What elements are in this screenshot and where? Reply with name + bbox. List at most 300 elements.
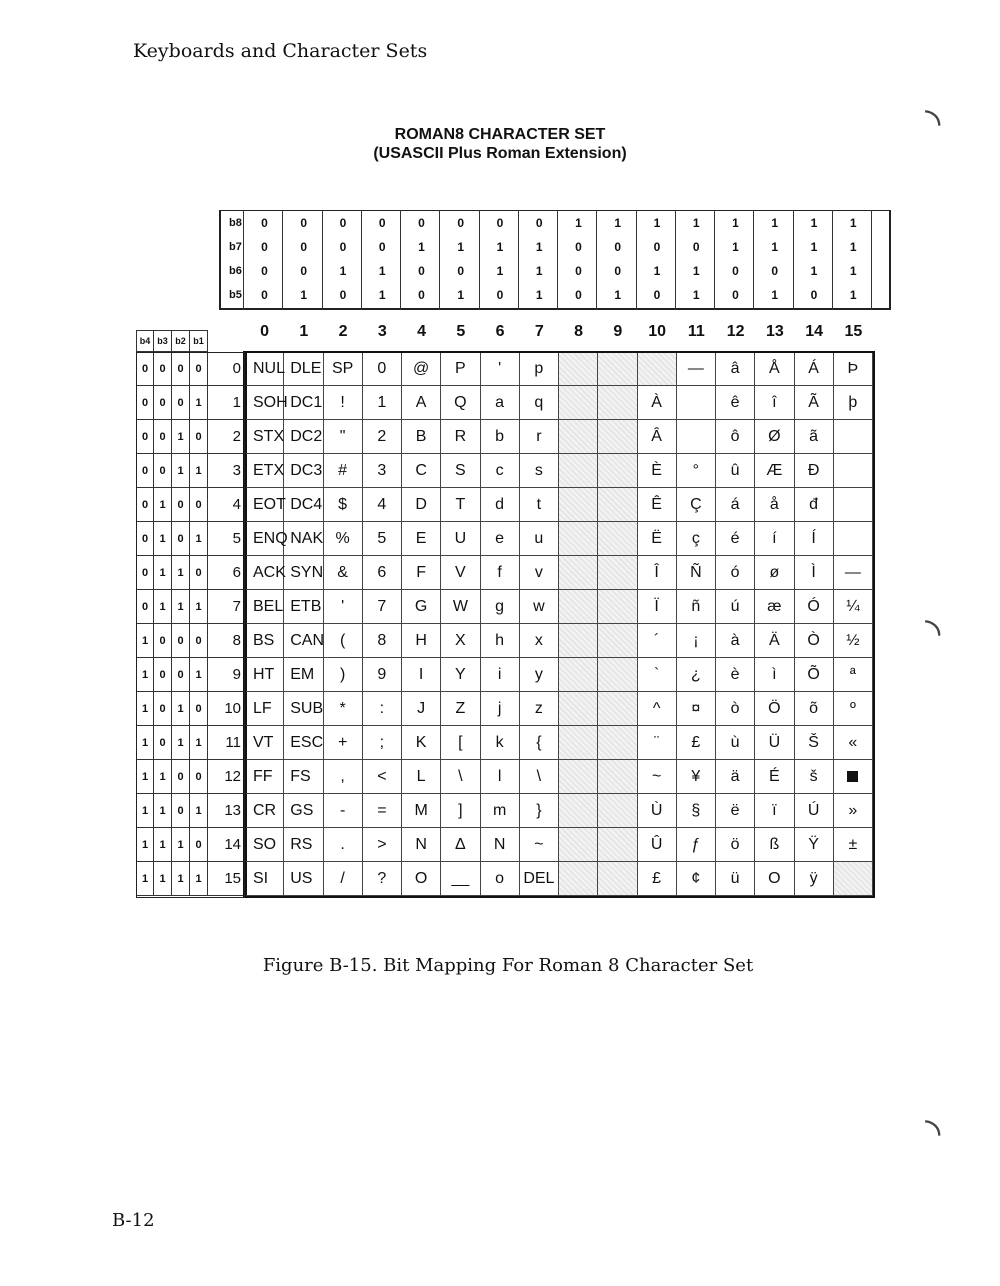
row-bit-value: 1: [172, 862, 190, 896]
row-bit-value: 1: [190, 794, 208, 828]
char-cell: ì: [755, 658, 794, 692]
char-cell: Ç: [677, 488, 716, 522]
row-number: 11: [208, 726, 245, 760]
char-cell: [: [441, 726, 480, 760]
row-number: 13: [208, 794, 245, 828]
char-cell: Â: [638, 420, 677, 454]
char-cell: GS: [284, 794, 323, 828]
bit-value: 0: [771, 264, 779, 278]
char-cell: «: [834, 726, 873, 760]
row-bit-value: 0: [154, 454, 172, 488]
row-bit-value: 0: [190, 420, 208, 454]
bit-value: 1: [810, 216, 818, 230]
row-bit-value: 0: [190, 692, 208, 726]
char-cell: è: [716, 658, 755, 692]
char-cell: 0: [363, 352, 402, 386]
char-cell: [559, 760, 598, 794]
char-cell: T: [441, 488, 480, 522]
char-cell: k: [481, 726, 520, 760]
bit-value: 0: [418, 288, 425, 302]
row-number: 0: [208, 352, 245, 386]
row-bit-label: b4: [136, 330, 154, 352]
row-bit-value: 1: [190, 862, 208, 896]
char-cell: ): [324, 658, 363, 692]
row-number: 6: [208, 556, 245, 590]
char-cell: ~: [520, 828, 559, 862]
column-number: 14: [805, 323, 824, 340]
char-cell: L: [402, 760, 441, 794]
char-cell: [598, 454, 637, 488]
row-bit-value: 0: [136, 488, 154, 522]
char-cell: Ö: [755, 692, 794, 726]
char-cell: u: [520, 522, 559, 556]
bit-value: 1: [457, 240, 465, 254]
row-bit-value: 0: [136, 556, 154, 590]
row-bit-value: 0: [136, 454, 154, 488]
char-cell: ÿ: [795, 862, 834, 896]
row-bit-value: 1: [154, 590, 172, 624]
row-bit-value: 0: [154, 726, 172, 760]
bit-value: 0: [261, 216, 268, 230]
char-cell: US: [284, 862, 323, 896]
char-cell: ç: [677, 522, 716, 556]
binder-hole-mark-middle: ◝: [925, 610, 941, 656]
bit-value: 1: [732, 216, 739, 230]
bit-value: 1: [849, 264, 857, 278]
bit-column-divider: [518, 210, 519, 310]
char-cell: ESC: [284, 726, 323, 760]
bit-label: b6: [229, 265, 242, 277]
char-cell: NAK: [284, 522, 323, 556]
char-cell: ~: [638, 760, 677, 794]
char-cell: m: [481, 794, 520, 828]
char-cell: >: [363, 828, 402, 862]
bit-label: b7: [229, 241, 242, 253]
row-bit-value: 1: [136, 794, 154, 828]
char-cell: ': [481, 352, 520, 386]
char-cell: ½: [834, 624, 873, 658]
char-cell: [598, 488, 637, 522]
bit-value: 1: [457, 288, 465, 302]
bit-value: 0: [378, 240, 386, 254]
char-cell: õ: [795, 692, 834, 726]
row-bit-value: 1: [190, 454, 208, 488]
char-cell: BS: [245, 624, 284, 658]
char-cell: SOH: [245, 386, 284, 420]
char-cell: [559, 522, 598, 556]
column-number: 7: [534, 323, 544, 340]
char-cell: £: [638, 862, 677, 896]
binder-hole-mark-top: ◝: [925, 100, 941, 146]
row-bit-value: 1: [172, 590, 190, 624]
char-cell: [559, 454, 598, 488]
row-bit-value: 1: [136, 862, 154, 896]
black-square-icon: [847, 771, 858, 782]
char-cell: [677, 420, 716, 454]
char-cell: [834, 488, 873, 522]
char-cell: CR: [245, 794, 284, 828]
char-cell: HT: [245, 658, 284, 692]
char-cell: r: [520, 420, 559, 454]
char-cell: 2: [363, 420, 402, 454]
column-number: 1: [299, 323, 309, 340]
row-number: 9: [208, 658, 245, 692]
column-number: 4: [417, 323, 427, 340]
char-cell: \: [441, 760, 480, 794]
char-cell: É: [755, 760, 794, 794]
char-cell: v: [520, 556, 559, 590]
char-cell: Ü: [755, 726, 794, 760]
char-cell: [559, 386, 598, 420]
column-number: 2: [338, 323, 348, 340]
char-cell: ò: [716, 692, 755, 726]
char-cell: `: [638, 658, 677, 692]
row-bit-value: 1: [172, 556, 190, 590]
row-bit-value: 1: [136, 624, 154, 658]
char-cell: ü: [716, 862, 755, 896]
char-cell: DC4: [284, 488, 323, 522]
char-cell: §: [677, 794, 716, 828]
row-bit-value: 1: [154, 760, 172, 794]
bit-value: 0: [339, 240, 347, 254]
bit-column-divider: [282, 210, 283, 310]
char-cell: Ë: [638, 522, 677, 556]
row-bit-value: 1: [190, 658, 208, 692]
char-cell: w: [520, 590, 559, 624]
char-cell: DEL: [520, 862, 559, 896]
char-cell: V: [441, 556, 480, 590]
bit-value: 1: [496, 240, 504, 254]
row-number: 8: [208, 624, 245, 658]
row-bit-value: 1: [190, 522, 208, 556]
char-cell: !: [324, 386, 363, 420]
bit-value: 0: [614, 240, 622, 254]
char-cell: Ù: [638, 794, 677, 828]
row-bit-value: 0: [172, 488, 190, 522]
char-cell: B: [402, 420, 441, 454]
bit-value: 1: [771, 288, 779, 302]
char-cell: ¿: [677, 658, 716, 692]
bit-column-divider: [675, 210, 676, 310]
char-cell: SI: [245, 862, 284, 896]
char-cell: [598, 386, 637, 420]
char-cell: Û: [638, 828, 677, 862]
char-cell: þ: [834, 386, 873, 420]
char-cell: Ê: [638, 488, 677, 522]
char-cell: Δ: [441, 828, 480, 862]
bit-value: 1: [614, 288, 622, 302]
char-cell: Š: [795, 726, 834, 760]
char-cell: °: [677, 454, 716, 488]
char-cell: SYN: [284, 556, 323, 590]
bit-value: 0: [339, 216, 347, 230]
bit-value: 0: [261, 288, 268, 302]
char-cell: Í: [795, 522, 834, 556]
char-cell: W: [441, 590, 480, 624]
char-cell: Ò: [795, 624, 834, 658]
bit-value: 1: [339, 264, 347, 278]
char-cell: j: [481, 692, 520, 726]
char-cell: å: [755, 488, 794, 522]
bit-column-divider: [439, 210, 440, 310]
bit-column-divider: [361, 210, 362, 310]
char-cell: [559, 692, 598, 726]
char-cell: [559, 726, 598, 760]
row-bit-value: 0: [172, 760, 190, 794]
row-bit-value: 1: [190, 726, 208, 760]
char-cell: 8: [363, 624, 402, 658]
row-bit-value: 1: [136, 726, 154, 760]
char-cell: SO: [245, 828, 284, 862]
char-cell: [559, 352, 598, 386]
char-cell: f: [481, 556, 520, 590]
row-number: 4: [208, 488, 245, 522]
char-cell: 5: [363, 522, 402, 556]
row-bit-value: 0: [154, 386, 172, 420]
char-cell: R: [441, 420, 480, 454]
char-cell: —: [834, 556, 873, 590]
char-cell: ´: [638, 624, 677, 658]
bit-value: 1: [653, 264, 661, 278]
bit-column-divider: [400, 210, 401, 310]
bit-value: 1: [653, 216, 661, 230]
char-cell: VT: [245, 726, 284, 760]
row-bit-value: 1: [172, 692, 190, 726]
row-number: 5: [208, 522, 245, 556]
char-cell: x: [520, 624, 559, 658]
char-cell: È: [638, 454, 677, 488]
row-bit-value: 0: [172, 522, 190, 556]
char-cell: ¢: [677, 862, 716, 896]
char-cell: æ: [755, 590, 794, 624]
char-cell: l: [481, 760, 520, 794]
row-number: 10: [208, 692, 245, 726]
char-cell: ¨: [638, 726, 677, 760]
bit-value: 0: [300, 264, 308, 278]
row-bit-value: 1: [136, 828, 154, 862]
char-cell: U: [441, 522, 480, 556]
bit-value: 0: [261, 264, 268, 278]
column-number: 8: [574, 323, 584, 340]
column-number: 9: [613, 323, 623, 340]
char-cell: [559, 624, 598, 658]
row-bit-value: 0: [172, 352, 190, 386]
char-cell: z: [520, 692, 559, 726]
char-cell: H: [402, 624, 441, 658]
row-bit-value: 0: [136, 522, 154, 556]
row-bit-value: 1: [190, 386, 208, 420]
char-cell: e: [481, 522, 520, 556]
char-cell: ß: [755, 828, 794, 862]
char-cell: __: [441, 862, 480, 896]
char-cell: Å: [755, 352, 794, 386]
char-cell: Á: [795, 352, 834, 386]
row-bit-value: 1: [136, 760, 154, 794]
row-bit-value: 0: [136, 420, 154, 454]
bit-value: 0: [300, 216, 308, 230]
char-cell: í: [755, 522, 794, 556]
row-bit-value: 1: [172, 454, 190, 488]
char-cell: Ï: [638, 590, 677, 624]
char-cell: [638, 352, 677, 386]
char-cell: ª: [834, 658, 873, 692]
column-number: 3: [377, 323, 387, 340]
char-cell: /: [324, 862, 363, 896]
row-bit-value: 0: [136, 590, 154, 624]
column-number: 15: [844, 323, 863, 340]
char-cell: [598, 692, 637, 726]
char-cell: *: [324, 692, 363, 726]
bit-value: 1: [378, 288, 386, 302]
char-cell: A: [402, 386, 441, 420]
bit-value: 1: [418, 240, 425, 254]
bit-value: 0: [418, 264, 425, 278]
char-cell: Ó: [795, 590, 834, 624]
char-cell: á: [716, 488, 755, 522]
char-cell: c: [481, 454, 520, 488]
row-number: 3: [208, 454, 245, 488]
row-number: 2: [208, 420, 245, 454]
bit-value: 1: [300, 288, 308, 302]
bit-value: 0: [418, 216, 425, 230]
page-number: B-12: [112, 1210, 155, 1231]
row-bit-value: 1: [154, 556, 172, 590]
char-cell: Õ: [795, 658, 834, 692]
char-cell: DC1: [284, 386, 323, 420]
bit-value: 0: [653, 240, 661, 254]
char-cell: J: [402, 692, 441, 726]
page-header: Keyboards and Character Sets: [133, 40, 428, 62]
char-cell: û: [716, 454, 755, 488]
char-cell: E: [402, 522, 441, 556]
char-cell: đ: [795, 488, 834, 522]
char-cell: Ú: [795, 794, 834, 828]
char-cell: š: [795, 760, 834, 794]
char-cell: \: [520, 760, 559, 794]
char-cell: &: [324, 556, 363, 590]
char-cell: ¥: [677, 760, 716, 794]
row-bit-label: b1: [190, 330, 208, 352]
char-cell: p: [520, 352, 559, 386]
row-bit-value: 1: [154, 862, 172, 896]
char-cell: ^: [638, 692, 677, 726]
char-cell: [834, 522, 873, 556]
bit-value: 1: [378, 264, 386, 278]
char-cell: ": [324, 420, 363, 454]
row-bit-value: 1: [154, 488, 172, 522]
bit-column-divider: [243, 210, 244, 310]
figure-caption: Figure B-15. Bit Mapping For Roman 8 Character Set: [262, 955, 754, 976]
char-cell: EM: [284, 658, 323, 692]
char-cell: [598, 658, 637, 692]
row-bit-value: 0: [154, 420, 172, 454]
char-cell: ë: [716, 794, 755, 828]
char-cell: ,: [324, 760, 363, 794]
char-cell: [598, 352, 637, 386]
column-number: 5: [456, 323, 466, 340]
bit-column-divider: [557, 210, 558, 310]
char-cell: 3: [363, 454, 402, 488]
char-cell: F: [402, 556, 441, 590]
row-bit-label: b2: [172, 330, 190, 352]
char-cell: —: [677, 352, 716, 386]
column-number: 0: [260, 323, 270, 340]
char-cell: ä: [716, 760, 755, 794]
bit-value: 0: [457, 264, 465, 278]
char-cell: [559, 488, 598, 522]
row-bit-value: 1: [154, 522, 172, 556]
char-cell: [598, 590, 637, 624]
row-number: 1: [208, 386, 245, 420]
bit-column-divider: [832, 210, 833, 310]
char-cell: â: [716, 352, 755, 386]
row-bit-value: 0: [190, 760, 208, 794]
char-cell: À: [638, 386, 677, 420]
char-cell: Ì: [795, 556, 834, 590]
char-cell: ï: [755, 794, 794, 828]
binder-hole-mark-bottom: ◝: [925, 1110, 941, 1156]
char-cell: s: [520, 454, 559, 488]
column-number: 11: [687, 323, 705, 340]
bit-value: 0: [810, 288, 818, 302]
char-cell: [559, 862, 598, 896]
char-cell: FF: [245, 760, 284, 794]
row-bit-value: 0: [172, 624, 190, 658]
bit-value: 1: [535, 240, 543, 254]
char-cell: -: [324, 794, 363, 828]
char-cell: ¼: [834, 590, 873, 624]
bit-value: 1: [771, 216, 779, 230]
row-number: 12: [208, 760, 245, 794]
row-bit-value: 1: [172, 828, 190, 862]
char-cell: ó: [716, 556, 755, 590]
row-bit-value: 1: [172, 420, 190, 454]
char-cell: [559, 590, 598, 624]
row-number: 15: [208, 862, 245, 896]
char-cell: @: [402, 352, 441, 386]
char-cell: [598, 624, 637, 658]
char-cell: =: [363, 794, 402, 828]
char-cell: ¤: [677, 692, 716, 726]
char-cell: RS: [284, 828, 323, 862]
char-cell: ù: [716, 726, 755, 760]
char-cell: C: [402, 454, 441, 488]
char-cell: î: [755, 386, 794, 420]
char-cell: º: [834, 692, 873, 726]
char-cell: ã: [795, 420, 834, 454]
char-cell: Z: [441, 692, 480, 726]
char-cell: Y: [441, 658, 480, 692]
char-cell: Ø: [755, 420, 794, 454]
char-cell: Ñ: [677, 556, 716, 590]
bit-value: 0: [575, 240, 582, 254]
char-cell: ': [324, 590, 363, 624]
char-cell: NUL: [245, 352, 284, 386]
char-cell: ñ: [677, 590, 716, 624]
char-cell: [598, 556, 637, 590]
title-line-1: ROMAN8 CHARACTER SET: [394, 126, 606, 143]
char-cell: <: [363, 760, 402, 794]
char-cell: Æ: [755, 454, 794, 488]
bit-value: 1: [614, 216, 622, 230]
row-bit-value: 0: [136, 386, 154, 420]
column-number: 13: [765, 323, 784, 340]
char-cell: CAN: [284, 624, 323, 658]
bit-value: 0: [339, 288, 347, 302]
char-cell: [677, 386, 716, 420]
char-cell: M: [402, 794, 441, 828]
char-cell: ]: [441, 794, 480, 828]
